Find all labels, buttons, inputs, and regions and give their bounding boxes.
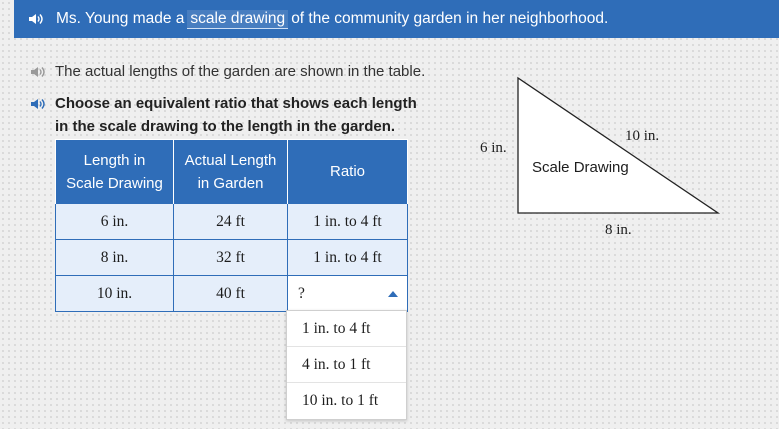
speaker-icon[interactable]: [30, 98, 46, 110]
dropdown-option[interactable]: 4 in. to 1 ft: [287, 347, 406, 383]
cell-actual-length: 24 ft: [174, 204, 288, 240]
side-label-bottom: 8 in.: [605, 222, 632, 238]
table-row: [56, 240, 408, 276]
dropdown-option[interactable]: 1 in. to 4 ft: [287, 311, 406, 347]
cell-ratio: 1 in. to 4 ft: [288, 204, 408, 240]
header-ratio: Ratio: [288, 140, 408, 204]
cell-ratio: 1 in. to 4 ft: [288, 240, 408, 276]
triangle-shape: [518, 78, 718, 213]
prompt-line-1: [30, 63, 425, 80]
cell-scale-length: 8 in.: [56, 240, 174, 276]
prompt-instructions: [30, 92, 430, 138]
dropdown-option[interactable]: 10 in. to 1 ft: [302, 392, 379, 409]
table-row: [56, 204, 408, 240]
scale-drawing-diagram: [470, 70, 740, 250]
side-label-hypotenuse: 10 in.: [625, 128, 660, 144]
header-text-before: Ms. Young made a: [56, 10, 185, 27]
table-header-row: [56, 140, 408, 204]
instructions-line-a: Choose an equivalent ratio that shows each length: [55, 95, 417, 112]
prompt-line-1-text: The actual lengths of the garden are shown in the table.: [55, 63, 426, 80]
ratio-select-value: ?: [298, 284, 305, 302]
cell-actual-length: 32 ft: [174, 240, 288, 276]
diagram-title: Scale Drawing: [532, 159, 629, 176]
cell-actual-length: 40 ft: [174, 276, 288, 312]
table-row: [56, 276, 408, 312]
header-length-scale: Length in Scale Drawing: [56, 140, 174, 204]
scale-drawing-link[interactable]: scale drawing: [187, 10, 288, 29]
speaker-icon[interactable]: [30, 66, 46, 78]
caret-up-icon: [388, 291, 398, 297]
instructions-line-b: in the scale drawing to the length in the garden.: [55, 118, 396, 135]
speaker-icon[interactable]: [28, 13, 44, 25]
cell-scale-length: 10 in.: [56, 276, 174, 312]
cell-scale-length: 6 in.: [56, 204, 174, 240]
question-header: [14, 0, 779, 38]
header-text-after: of the community garden in her neighborhood.: [291, 10, 609, 27]
ratio-table: [55, 139, 408, 312]
ratio-select[interactable]: [288, 276, 408, 312]
side-label-left: 6 in.: [480, 140, 507, 156]
header-actual-length: Actual Length in Garden: [174, 140, 288, 204]
ratio-dropdown-menu: [286, 310, 407, 420]
